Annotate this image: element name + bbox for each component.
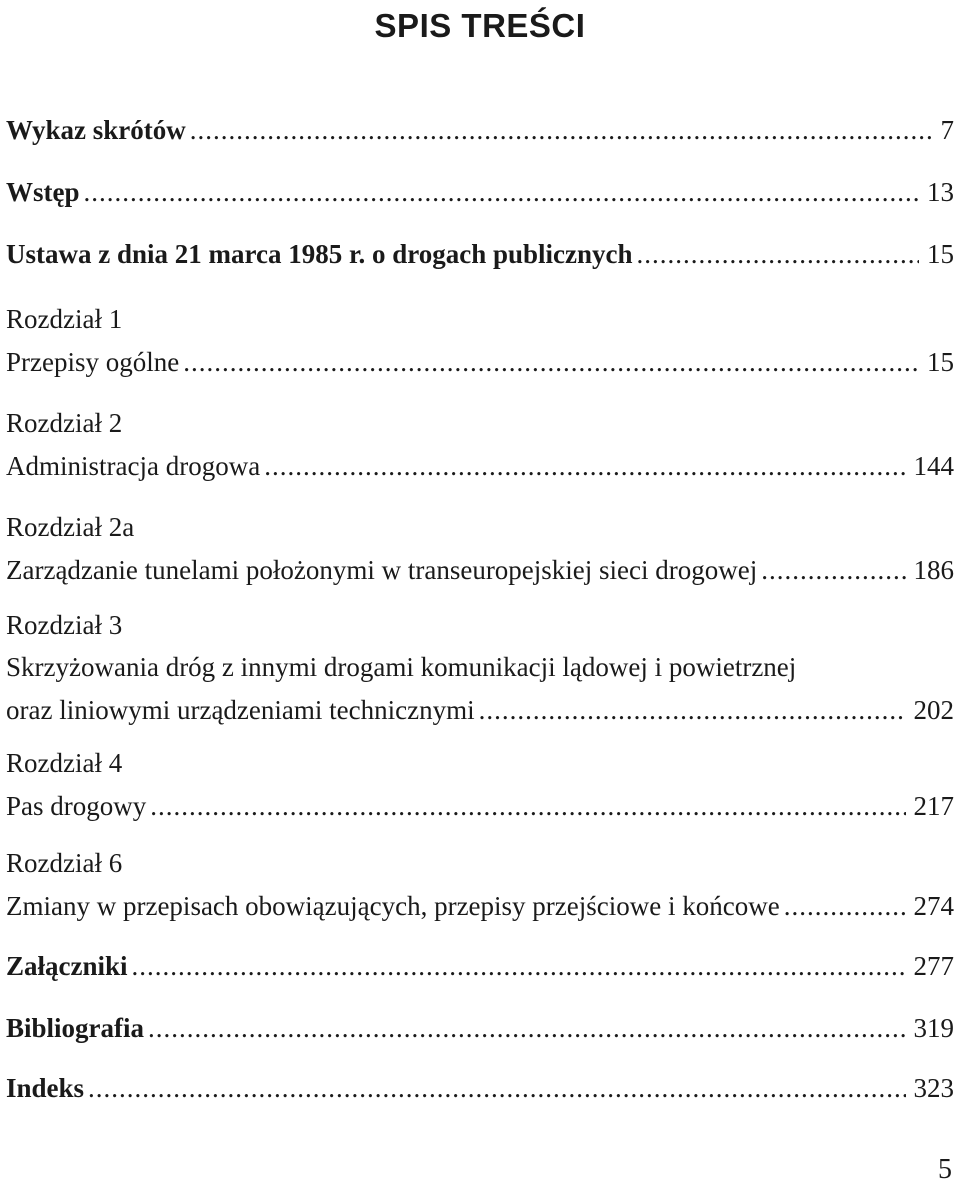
leader-dots [784, 884, 906, 928]
chapter-label: Rozdział 3 [6, 610, 123, 640]
toc-entry-title: Bibliografia [6, 1013, 145, 1043]
toc-entry-chapter-2[interactable] [6, 402, 954, 488]
page-title: SPIS TREŚCI [374, 7, 586, 44]
leader-dots [761, 548, 905, 592]
toc-entry-abbreviations[interactable] [6, 108, 954, 152]
toc-entry-page: 144 [913, 451, 954, 481]
toc-entry-title: Zmiany w przepisach obowiązujących, przepisy przejściowe i końcowe [6, 891, 780, 921]
toc-entry-page: 323 [913, 1073, 954, 1103]
chapter-label: Rozdział 2 [6, 408, 123, 438]
toc-entry-page: 186 [913, 555, 954, 585]
toc-entry-chapter-1[interactable] [6, 298, 954, 384]
toc-entry-page: 277 [913, 951, 954, 981]
toc-entry-title: Wykaz skrótów [6, 115, 186, 145]
leader-dots [637, 232, 919, 276]
toc-entry-title-line-1: Skrzyżowania dróg z innymi drogami komunikacji lądowej i powietrznej [6, 652, 797, 682]
toc-entry-chapter-6[interactable] [6, 842, 954, 928]
toc-entry-title: Załączniki [6, 951, 128, 981]
toc-entry-page: 13 [927, 177, 954, 207]
chapter-label: Rozdział 4 [6, 748, 123, 778]
toc-entry-title: Pas drogowy [6, 791, 147, 821]
leader-dots [132, 944, 906, 988]
toc-entry-title: Zarządzanie tunelami położonymi w transeuropejskiej sieci drogowej [6, 555, 758, 585]
chapter-label: Rozdział 1 [6, 304, 123, 334]
toc-entry-chapter-3[interactable] [6, 604, 954, 732]
toc-entry-act[interactable] [6, 232, 954, 276]
leader-dots [150, 784, 905, 828]
leader-dots [88, 1066, 905, 1110]
chapter-label: Rozdział 6 [6, 848, 123, 878]
toc-entry-bibliography[interactable] [6, 1006, 954, 1050]
toc-entry-page: 274 [913, 891, 954, 921]
page-number: 5 [938, 1154, 952, 1185]
toc-entry-attachments[interactable] [6, 944, 954, 988]
toc-entry-introduction[interactable] [6, 170, 954, 214]
toc-entry-page: 217 [913, 791, 954, 821]
leader-dots [148, 1006, 905, 1050]
leader-dots [84, 170, 920, 214]
toc-entry-page: 202 [913, 695, 954, 725]
toc-entry-chapter-2a[interactable] [6, 506, 954, 592]
leader-dots [264, 444, 905, 488]
toc-entry-title: oraz liniowymi urządzeniami technicznymi [6, 695, 475, 725]
toc-entry-title: Przepisy ogólne [6, 347, 180, 377]
toc-entry-title: Indeks [6, 1073, 85, 1103]
chapter-label: Rozdział 2a [6, 512, 135, 542]
toc-entry-page: 7 [940, 115, 954, 145]
toc-entry-index[interactable] [6, 1066, 954, 1110]
toc-entry-title: Wstęp [6, 177, 80, 207]
leader-dots [479, 688, 906, 732]
toc-entry-chapter-4[interactable] [6, 742, 954, 828]
toc-entry-page: 15 [927, 239, 954, 269]
toc-entry-page: 319 [913, 1013, 954, 1043]
leader-dots [190, 108, 933, 152]
toc-entry-title: Administracja drogowa [6, 451, 261, 481]
toc-entry-title: Ustawa z dnia 21 marca 1985 r. o drogach publicznych [6, 239, 633, 269]
toc-entry-page: 15 [927, 347, 954, 377]
leader-dots [183, 340, 919, 384]
